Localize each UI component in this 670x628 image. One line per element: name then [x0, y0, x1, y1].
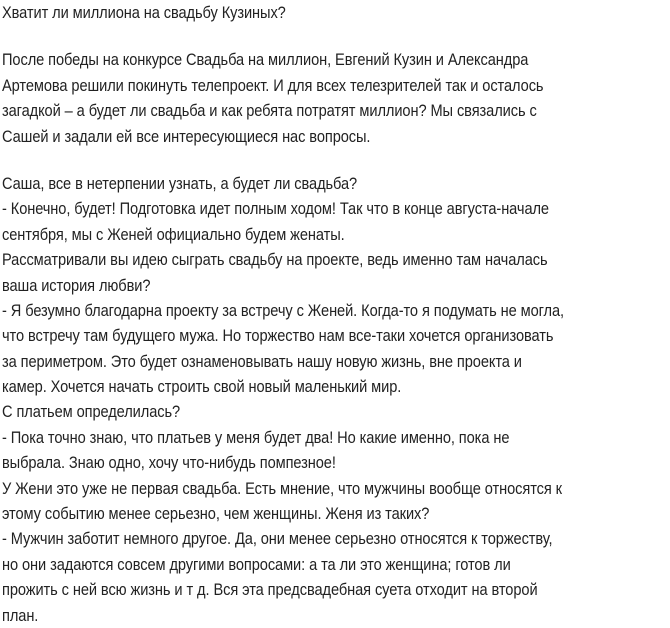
text-line: загадкой – а будет ли свадьба и как ребята потратят миллион? Мы связались с	[2, 101, 537, 121]
answer: прожить с ней всю жизнь и т д. Вся эта предсвадебная суета отходит на второй	[2, 580, 538, 600]
text-line: Артемова решили покинуть телепроект. И для всех телезрителей так и осталось	[2, 75, 544, 95]
interview	[2, 171, 670, 628]
question: Рассматривали вы идею сыграть свадьбу на проекте, ведь именно там началась	[2, 250, 548, 270]
answer: но они задаются совсем другими вопросами: а та ли это женщина; готов ли	[2, 554, 511, 574]
answer: камер. Хочется начать строить свой новый маленький мир.	[2, 377, 402, 397]
question: Саша, все в нетерпении узнать, а будет ли свадьба?	[2, 173, 358, 193]
spacer	[2, 149, 670, 171]
answer: - Конечно, будет! Подготовка идет полным ходом! Так что в конце августа-начале	[2, 199, 549, 219]
question: ваша история любви?	[2, 275, 151, 295]
question: У Жени это уже не первая свадьба. Есть мнение, что мужчины вообще относятся к	[2, 478, 562, 498]
article-title: Хватит ли миллиона на свадьбу Кузиных?	[2, 3, 286, 22]
spacer	[2, 25, 670, 47]
answer: выбрала. Знаю одно, хочу что-нибудь помпезное!	[2, 453, 336, 473]
question: этому событию менее серьезно, чем женщины. Женя из таких?	[2, 504, 430, 524]
text-line: После победы на конкурсе Свадьба на миллион, Евгений Кузин и Александра	[2, 50, 529, 70]
answer: за периметром. Это будет ознаменовывать нашу новую жизнь, вне проекта и	[2, 351, 522, 371]
text-line: Сашей и задали ей все интересующиеся нас вопросы.	[2, 126, 371, 146]
answer: - Мужчин заботит немного другое. Да, они менее серьезно относятся к торжеству,	[2, 529, 553, 549]
question: С платьем определилась?	[2, 402, 181, 422]
answer: - Я безумно благодарна проекту за встречу с Женей. Когда-то я подумать не могла,	[2, 300, 565, 320]
answer: сентября, мы с Женей официально будем женаты.	[2, 224, 345, 244]
answer: - Пока точно знаю, что платьев у меня будет два! Но какие именно, пока не	[2, 427, 510, 447]
answer: план.	[2, 605, 39, 625]
answer: что встречу там будущего мужа. Но торжество нам все-таки хочется организовать	[2, 326, 554, 346]
intro-paragraph	[2, 47, 670, 149]
